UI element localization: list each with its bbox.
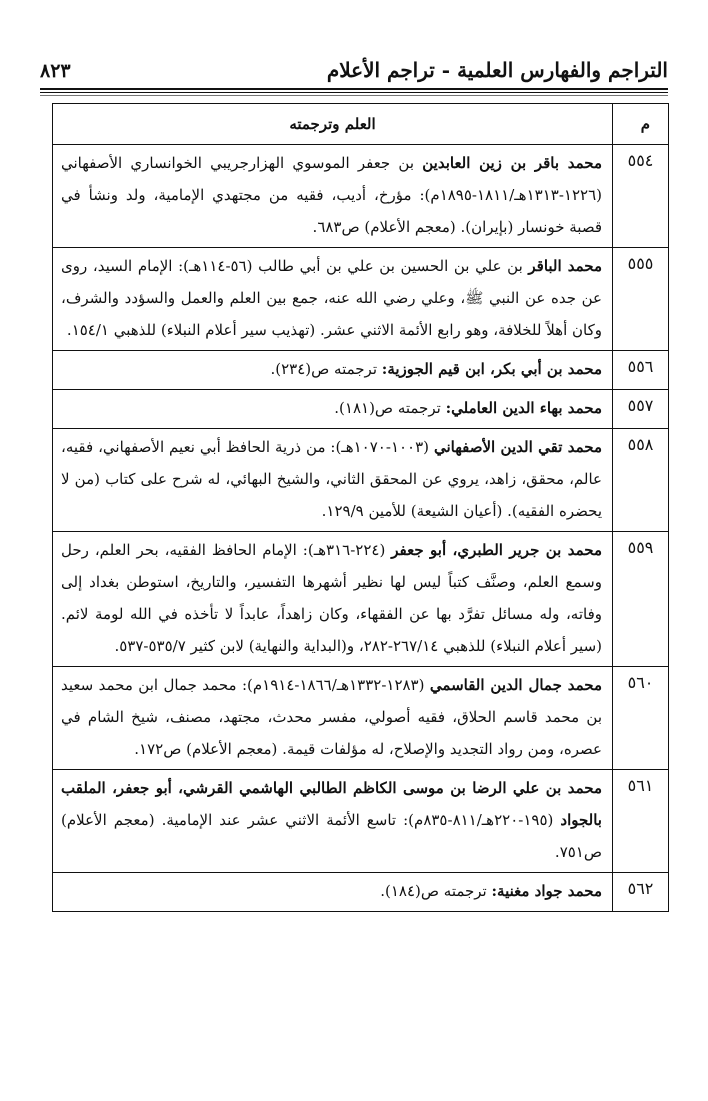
entry-text bbox=[53, 667, 613, 770]
table-row bbox=[53, 532, 669, 667]
entry-name: محمد بن علي الرضا بن موسى الكاظم الطالبي الهاشمي القرشي، أبو جعفر، الملقب بالجواد bbox=[61, 779, 602, 829]
entry-text bbox=[53, 429, 613, 532]
entry-number: ٥٥٥ bbox=[613, 248, 669, 351]
entry-body: بن جعفر الموسوي الهزارجريبي الخوانساري الأصفهاني (١٢٢٦-١٣١٣هـ/١٨١١-١٨٩٥م): مؤرخ، أديب، فقيه من مجتهدي الإمامية، ولد ونشأ في قصبة خونسار (بإيران). (معجم الأعلام) ص٦٨٣. bbox=[61, 154, 602, 236]
entry-number: ٥٦٠ bbox=[613, 667, 669, 770]
entry-number: ٥٥٨ bbox=[613, 429, 669, 532]
page-number: ٨٢٣ bbox=[40, 60, 71, 82]
entry-body: (١٠٠٣-١٠٧٠هـ): من ذرية الحافظ أبي نعيم الأصفهاني، فقيه، عالم، محقق، زاهد، يروي عن المحقق الثاني، والشيخ البهائي، له شرح على كتاب (من لا يحضره الفقيه). (أعيان الشيعة) للأمين ١٢٩/٩. bbox=[61, 438, 602, 520]
column-header-number: م bbox=[613, 104, 669, 145]
table-row bbox=[53, 351, 669, 390]
entry-text bbox=[53, 873, 613, 912]
entry-name: محمد بن جرير الطبري، أبو جعفر bbox=[391, 541, 603, 559]
running-header bbox=[40, 58, 668, 88]
table-row bbox=[53, 667, 669, 770]
entry-body: (٢٢٤-٣١٦هـ): الإمام الحافظ الفقيه، بحر العلم، رحل وسمع العلم، وصنَّف كتباً ليس لها نظير أشهرها التفسير، والتاريخ، استوطن بغداد إلى وفاته، وله مسائل تفرَّد بها عن الفقهاء، وكان زاهداً، عابداً لا تأخذه في الله لومة لائم. (سير أعلام النبلاء) للذهبي ٢٦٧/١٤-٢٨٢، و(البداية والنهاية) لابن كثير ٥٣٥/٧-٥٣٧. bbox=[61, 541, 602, 655]
table-row bbox=[53, 248, 669, 351]
table-row bbox=[53, 390, 669, 429]
table-row bbox=[53, 145, 669, 248]
biography-table bbox=[52, 103, 669, 912]
entry-number: ٥٥٧ bbox=[613, 390, 669, 429]
entry-text bbox=[53, 351, 613, 390]
entry-name: محمد تقي الدين الأصفهاني bbox=[433, 438, 603, 456]
table-row bbox=[53, 770, 669, 873]
table-row bbox=[53, 429, 669, 532]
entry-number: ٥٥٤ bbox=[613, 145, 669, 248]
entry-text bbox=[53, 532, 613, 667]
entry-body: ترجمته ص(١٨١). bbox=[334, 399, 446, 417]
entry-name: محمد جمال الدين القاسمي bbox=[429, 676, 603, 694]
table-header-row bbox=[53, 104, 669, 145]
entry-name: محمد بن أبي بكر، ابن قيم الجوزية: bbox=[381, 360, 602, 378]
entry-text bbox=[53, 390, 613, 429]
entry-body: بن علي بن الحسين بن علي بن أبي طالب (٥٦-١١٤هـ): الإمام السيد، روى عن جده عن النبي ﷺ، وعلي رضي الله عنه، جمع بين العلم والعمل والسؤدد والشرف، وكان أهلاً للخلافة، وهو رابع الأئمة الاثني عشر. (تهذيب سير أعلام النبلاء) للذهبي ١٥٤/١. bbox=[61, 257, 602, 339]
table-row bbox=[53, 873, 669, 912]
header-rule bbox=[40, 88, 668, 90]
entry-body: (١٩٥-٢٢٠هـ/٨١١-٨٣٥م): تاسع الأئمة الاثني عشر عند الإمامية. (معجم الأعلام) ص٧٥١. bbox=[61, 811, 602, 861]
entry-number: ٥٥٦ bbox=[613, 351, 669, 390]
entry-number: ٥٥٩ bbox=[613, 532, 669, 667]
header-rule bbox=[40, 92, 668, 93]
entry-name: محمد بهاء الدين العاملي: bbox=[445, 399, 602, 417]
entry-name: محمد جواد مغنية: bbox=[491, 882, 602, 900]
column-header-name: العلم وترجمته bbox=[53, 104, 613, 145]
entry-name: محمد الباقر bbox=[528, 257, 602, 275]
entry-body: ترجمته ص(١٨٤). bbox=[380, 882, 492, 900]
entry-body: (١٢٨٣-١٣٣٢هـ/١٨٦٦-١٩١٤م): محمد جمال ابن محمد سعيد بن محمد قاسم الحلاق، فقيه أصولي، مفسر محدث، مجتهد، مصنف، شيخ الشام في عصره، ومن رواد التجديد والإصلاح، له مؤلفات قيمة. (معجم الأعلام) ص١٧٢. bbox=[61, 676, 602, 758]
entry-number: ٥٦٢ bbox=[613, 873, 669, 912]
entry-text bbox=[53, 248, 613, 351]
entry-body: ترجمته ص(٢٣٤). bbox=[270, 360, 382, 378]
entry-text bbox=[53, 145, 613, 248]
entry-name: محمد باقر بن زين العابدين bbox=[422, 154, 602, 172]
header-rule bbox=[40, 95, 668, 96]
entry-number: ٥٦١ bbox=[613, 770, 669, 873]
entry-text bbox=[53, 770, 613, 873]
header-title: التراجم والفهارس العلمية - تراجم الأعلام bbox=[326, 58, 668, 82]
